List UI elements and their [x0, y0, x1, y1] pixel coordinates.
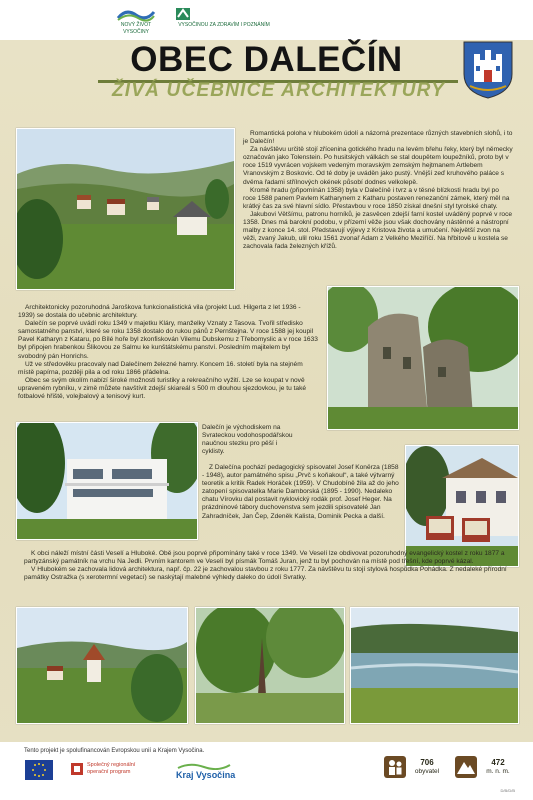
altitude-stat [455, 756, 517, 780]
photo-info-boards [405, 445, 519, 567]
intro-paragraph: Kromě hradu (připomínán 1358) byla v Dalečíně i tvrz a v těsné blízkosti hradu byl po roce 1588 panem Pavlem Katharynem z Katharu postaven renezanční zámek, který měl na krátký čas za své hlavní sídlo. Přestavbou v roce 1850 získal dnešní styl tyrolské chaty. [243, 186, 510, 210]
intro-text [243, 130, 513, 251]
history-paragraph: Už ve středověku pracovaly nad Dalečínem železné hamry. Koncem 16. století byla na stejném místě papírna, později pila a od roku 1866 přádelna. [18, 360, 303, 376]
population-value: 706 [420, 758, 434, 767]
photo-veseli-church [16, 607, 188, 724]
photo-castle-ruins [327, 286, 519, 430]
board-code: D/B/D/B [500, 788, 515, 793]
page-subtitle: ŽIVÁ UČEBNICE ARCHITEKTURY [112, 80, 446, 101]
logo-right-text: VYSOČINOU ZA ZDRAVÍM I POZNÁNÍM [178, 22, 270, 28]
intro-paragraph: Romantická poloha v hlubokém údolí a názorná prezentace různých stavebních slohů, i to je Dalečín! [243, 130, 513, 146]
kraj-text: Kraj Vysočina [176, 770, 236, 780]
footer [0, 742, 533, 800]
photo-river-svratka [350, 607, 519, 724]
logo-vysocinou [172, 4, 276, 34]
trail-paragraph: Dalečín je východiskem na Svrateckou vodohospodářskou naučnou stezku pro pěší i cyklisty. [202, 424, 293, 456]
operational-program [70, 762, 148, 782]
personalities-text [202, 464, 400, 521]
eu-flag-icon [25, 760, 53, 780]
funding-note: Tento projekt je spolufinancován Evropskou unií a Krajem Vysočina. [24, 748, 205, 754]
photo-villa [16, 422, 198, 540]
personalities-paragraph: Z Dalečína pochází pedagogický spisovatel Josef Konërza (1858 - 1948), autor památného spisu „Prvč s koňakoul“, a také výtvarný teoretik a kritik Radek Horáček (1959). V Chudobíně žila až do jeho zatopení spisovatelka Marie Damborská (1895 - 1990). Nedaleko chatu Vírovku dal postavit nyklovický rodák prof. Josef Heger. Na prázdninové tábory duchovenstva sem jezdili spisovatelé Jan Zahradníček, Jan Čep, Zdeněk Kalista, Dominik Pecka a další. [202, 464, 399, 520]
history-text [18, 304, 318, 401]
vysocinou-logo-icon [174, 6, 274, 22]
intro-paragraph: Za návštěvu určitě stojí zřícenina gotického hradu na levém břehu řeky, který byl německy označován jako Tolenstein. Po husitských válkách se stal doupětem loupežníků, proto byl v roce 1519 vyvrácen vojskem vedeným moravským zemským hejtmanem Artlebem Vranovským z Boskovic. Od té doby je uváděn jako pustý. Vnější zeď kruhového paláce s dvěma řadami střílnových okének působí dodnes velkolepě. [243, 146, 513, 186]
history-paragraph: Obec se svým okolím nabízí široké možnosti turistiky a rekreačního vyžití. Lze se koupat v nově upraveném rybníku, v zimě můžete navštívit zdejší skiareál s 500 m dlouhou sjezdovkou, je tu také fotbalové hřiště, volejbalový a tenisový kurt. [18, 376, 307, 401]
photo-village [16, 128, 235, 290]
operational-program-text: Společný regionální operační program [87, 762, 136, 775]
srop-logo-icon [70, 762, 84, 776]
logo-left-text: NOVÝ ŽIVOT VYSOČINY [120, 22, 152, 35]
coat-of-arms-icon [462, 40, 514, 100]
logo-novy-zivot [112, 4, 160, 34]
kraj-vysocina-logo [176, 762, 236, 784]
kraj-wave-icon [176, 762, 232, 770]
people-icon [384, 756, 406, 778]
history-paragraph: Dalečín se poprvé uvádí roku 1349 v majetku Kláry, manželky Vznaty z Tasova. Tvořil středisko samostatného panství, které se roku 1358 dostalo do rukou pánů z Pernštejna. V roce 1588 jej koupil Pavel Katharyn z Kataru, po Bílé hoře byl zkonfiskován Vilemu Dubskemu z Třebomyslic a v roce 1633 byl připojen hrabenkou Šlikovou ze Salmu ke kunštátskému panství. Posledním majitelem byl svobodný pán Honrichs. [18, 320, 318, 360]
intro-paragraph: Jakubovi Většímu, patronu horníků, je zasvěcen zdejší farní kostel uváděný poprvé v roce 1358. Dnes má barokní podobu, v přízemí věže jsou však dochovány nástěnné a nástropní malby z konce 14. stol. Představují výjevy z Kristova života a umučení. Největší zvon na věži, zvaný Jakub, ulil roku 1561 zvonař Adam z Velkého Meziříčí. Na hřbitově u kostela se zachovala řada železných křížů. [243, 210, 513, 251]
local-parts-paragraph: V Hlubokém se zachovala lidová architektura, např. čp. 22 je zachovalou stavbou z roku 1777. Za návštěvu tu stojí stylová hospůdka Pohádka. Z nedaleké přírodní památky Ostražka (s xerotermní vegetací) se naskýtají malebné výhledy daleko do údolí Svratky. [24, 566, 507, 582]
local-parts-text [24, 550, 514, 582]
mountain-icon [455, 756, 477, 778]
local-parts-paragraph: K obci náleží místní části Veselí a Hluboké. Obě jsou poprvé připomínány také v roce 1349. Ve Veselí lze obdivovat pozoruhodný evangelický kostel z roku 1877 a partyzánský památník na vrchu Na Jedli. Prvním kantorem ve Veselí byl písmák Tomáš Juran, jenž tu byl pochován na místě pod třešní, kde poprvé kázal. [24, 550, 505, 566]
page-title: OBEC DALEČÍN [130, 40, 403, 79]
history-paragraph: Architektonicky pozoruhodná Jaroškova funkcionalistická vila (projekt Lud. Hilgerta z let 1936 - 1939) se dostala do učebnic architektury. [18, 304, 301, 320]
trail-text [202, 424, 298, 456]
photo-hluboke-forest [195, 607, 345, 724]
population-unit: obyvatel [414, 768, 440, 775]
wave-logo-icon [116, 6, 156, 22]
altitude-unit: m. n. m. [486, 768, 510, 775]
population-stat [384, 756, 446, 780]
altitude-value: 472 [491, 758, 505, 767]
top-logo-bar [0, 0, 533, 40]
